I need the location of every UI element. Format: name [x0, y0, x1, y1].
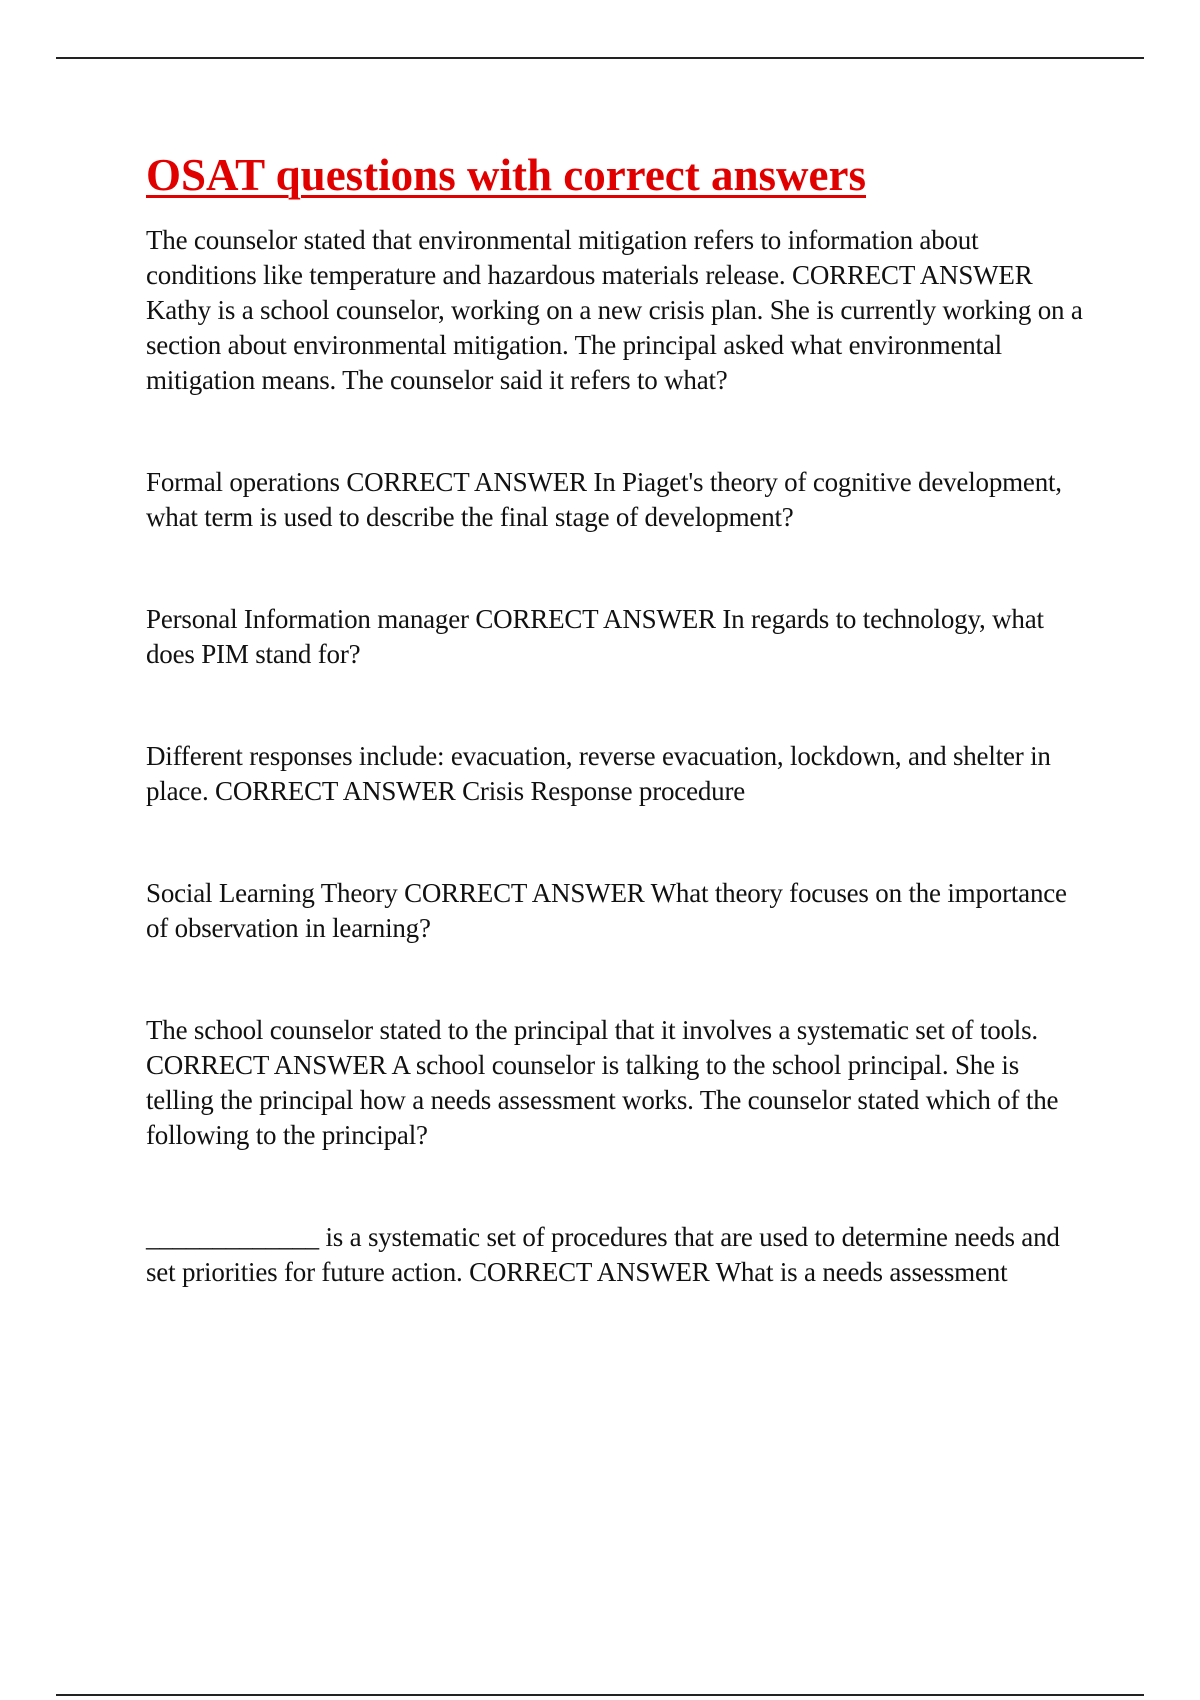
qa-item-7: _____________ is a systematic set of procedures that are used to determine needs and set priorities for future action. CORRECT ANSWER What is a needs assessment — [146, 1222, 1060, 1287]
qa-item-4: Different responses include: evacuation, reverse evacuation, lockdown, and shelter in place. CORRECT ANSWER Crisis Response procedure — [146, 741, 1051, 806]
document-title: OSAT questions with correct answers — [146, 150, 866, 200]
qa-item-3: Personal Information manager CORRECT ANSWER In regards to technology, what does PIM stand for? — [146, 604, 1044, 669]
document-body — [146, 145, 1086, 1290]
qa-item-6: The school counselor stated to the principal that it involves a systematic set of tools. CORRECT ANSWER A school counselor is talking to the school principal. She is telling the principal how a needs assessment works. The counselor stated which of the following to the principal? — [146, 1015, 1059, 1150]
footer-rule — [56, 1694, 1144, 1696]
qa-item-5: Social Learning Theory CORRECT ANSWER What theory focuses on the importance of observation in learning? — [146, 878, 1067, 943]
qa-item-2: Formal operations CORRECT ANSWER In Piaget's theory of cognitive development, what term is used to describe the final stage of development? — [146, 467, 1062, 532]
qa-item-1: The counselor stated that environmental mitigation refers to information about conditions like temperature and hazardous materials release. CORRECT ANSWER Kathy is a school counselor, working on a new crisis plan. She is currently working on a section about environmental mitigation. The principal asked what environmental mitigation means. The counselor said it refers to what? — [146, 225, 1083, 395]
header-rule — [56, 57, 1144, 59]
